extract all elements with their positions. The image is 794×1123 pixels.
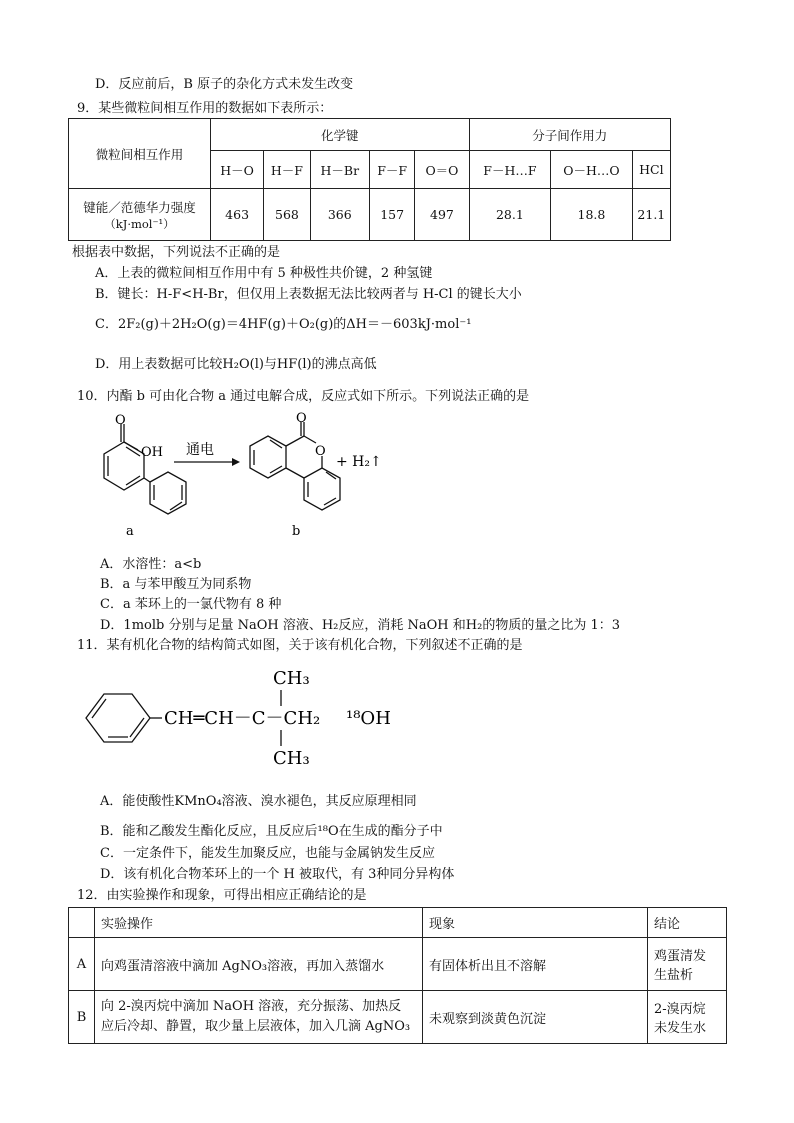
q9-value: 497 (415, 189, 469, 241)
label-b: b (292, 524, 301, 539)
ring-double-bond (92, 699, 106, 718)
q9-table (68, 118, 671, 241)
benzene-ring (86, 694, 150, 742)
q8-option-d: D．反应前后，B 原子的杂化方式未发生改变 (95, 77, 354, 92)
central-ring-bond (286, 468, 304, 478)
q11-ch3-top: CH₃ (273, 668, 310, 689)
q11-ch3-bottom: CH₃ (273, 748, 310, 769)
q10-reaction-scheme (70, 412, 400, 542)
q12-operation: 向鸡蛋清溶液中滴加 AgNO₃溶液，再加入蒸馏水 (95, 938, 423, 991)
lactone-bond (286, 436, 304, 446)
q10-option-b: B．a 与苯甲酸互为同系物 (100, 577, 252, 592)
q9-option-b: B．键长：H-F<H-Br，但仅用上表数据无法比较两者与 H-Cl 的键长大小 (95, 287, 522, 302)
q10-option-d: D．1molb 分别与足量 NaOH 溶液、H₂反应，消耗 NaOH 和H₂的物质的量之比为 1：3 (100, 618, 621, 633)
ring-oxygen-label: O (315, 444, 326, 459)
ring-double-bond (270, 440, 282, 448)
q11-chain: CH═CH－C－CH₂ (164, 708, 321, 729)
q12-conclusion (648, 938, 727, 991)
q9-value: 157 (369, 189, 414, 241)
ring-double-bond (130, 718, 144, 737)
q9-value: 366 (310, 189, 369, 241)
ring-double-bond (170, 502, 182, 510)
benzene-ring-right (304, 468, 340, 510)
q12-conclusion-line: 生盐析 (654, 968, 694, 983)
q12-row-key: B (69, 991, 95, 1044)
q9-col-header: F－H…F (469, 151, 551, 189)
q9-col-header: O－H…O (551, 151, 633, 189)
q12-conclusion-line: 未发生水 (654, 1021, 707, 1036)
q12-operation-line: 应后冷却、静置，取少量上层液体，加入几滴 AgNO₃ (101, 1019, 411, 1034)
q12-header: 实验操作 (95, 908, 423, 938)
q12-stem: 12．由实验操作和现象，可得出相应正确结论的是 (77, 888, 367, 903)
q9-option-a: A．上表的微粒间相互作用中有 5 种极性共价键，2 种氢键 (95, 266, 433, 281)
hydroxyl-label: OH (141, 445, 163, 460)
q12-header (69, 908, 95, 938)
q11-structure (76, 660, 406, 775)
label-a: a (126, 524, 134, 539)
q9-value: 18.8 (551, 189, 633, 241)
q10-stem: 10．内酯 b 可由化合物 a 通过电解合成，反应式如下所示。下列说法正确的是 (77, 389, 530, 404)
q12-phenomenon: 有固体析出且不溶解 (423, 938, 648, 991)
benzene-ring-1 (104, 442, 144, 490)
table-row (69, 938, 727, 991)
q9-group-inter: 分子间作用力 (469, 119, 670, 151)
ring-double-bond (126, 476, 140, 485)
q9-value: 463 (210, 189, 263, 241)
q9-col-header: HCl (632, 151, 670, 189)
q12-phenomenon: 未观察到淡黄色沉淀 (423, 991, 648, 1044)
q12-header: 结论 (648, 908, 727, 938)
q11-oh18: ¹⁸OH (346, 708, 391, 729)
q12-table (68, 907, 727, 1044)
q9-option-d: D．用上表数据可比较H₂O(l)与HF(l)的沸点高低 (95, 357, 377, 372)
carbonyl-o-a: O (115, 413, 126, 428)
table-row (69, 991, 727, 1044)
q9-row-label (69, 189, 211, 241)
carbonyl-o-b: O (296, 412, 307, 426)
benzene-ring-2 (150, 472, 186, 514)
q12-conclusion-line: 鸡蛋清发 (654, 949, 707, 964)
compound-a-structure (104, 424, 186, 514)
q11-option-c: C．一定条件下，能发生加聚反应，也能与金属钠发生反应 (100, 846, 435, 861)
q9-col-header: H－F (264, 151, 310, 189)
q9-value: 568 (264, 189, 310, 241)
reaction-arrow-head (232, 458, 240, 466)
q12-operation-line: 向 2-溴丙烷中滴加 NaOH 溶液，充分振荡、加热反 (101, 999, 402, 1014)
h2-product: + H₂↑ (336, 454, 382, 470)
q11-option-a: A．能使酸性KMnO₄溶液、溴水褪色，其反应原理相同 (100, 794, 417, 809)
q12-conclusion (648, 991, 727, 1044)
q9-corner-header: 微粒间相互作用 (69, 119, 211, 189)
q9-col-header: H－Br (310, 151, 369, 189)
q9-row-label-line2: （kJ·mol⁻¹） (104, 216, 175, 231)
q9-col-header: F－F (369, 151, 414, 189)
compound-b-structure (250, 422, 340, 510)
q9-row-label-line1: 键能／范德华力强度 (83, 199, 196, 215)
q9-value: 21.1 (632, 189, 670, 241)
ring-double-bond (126, 447, 140, 456)
c-oh-bond (124, 442, 138, 450)
q9-lead: 根据表中数据，下列说法不正确的是 (72, 245, 281, 260)
q11-option-d: D．该有机化合物苯环上的一个 H 被取代，有 3种同分异构体 (100, 867, 455, 882)
q12-operation (95, 991, 423, 1044)
benzene-ring-left (250, 436, 286, 478)
q9-option-c: C．2F₂(g)＋2H₂O(g)＝4HF(g)＋O₂(g)的ΔH＝－603kJ·mol⁻¹ (95, 317, 472, 332)
q9-group-chem: 化学键 (210, 119, 469, 151)
q12-row-key: A (69, 938, 95, 991)
q11-option-b: B．能和乙酸发生酯化反应，且反应后¹⁸O在生成的酯分子中 (100, 824, 443, 839)
arrow-label: 通电 (186, 442, 214, 458)
q10-option-c: C．a 苯环上的一氯代物有 8 种 (100, 597, 282, 612)
q9-value: 28.1 (469, 189, 551, 241)
biaryl-bond (144, 478, 150, 482)
ester-bond (304, 436, 316, 443)
q9-stem: 9．某些微粒间相互作用的数据如下表所示： (77, 101, 333, 116)
q11-stem: 11．某有机化合物的结构简式如图，关于该有机化合物，下列叙述不正确的是 (77, 638, 523, 653)
q9-col-header: H－O (210, 151, 263, 189)
q12-header: 现象 (423, 908, 648, 938)
q9-col-header: O＝O (415, 151, 469, 189)
q12-conclusion-line: 2-溴丙烷 (654, 1002, 706, 1017)
q10-option-a: A．水溶性：a<b (100, 557, 202, 572)
